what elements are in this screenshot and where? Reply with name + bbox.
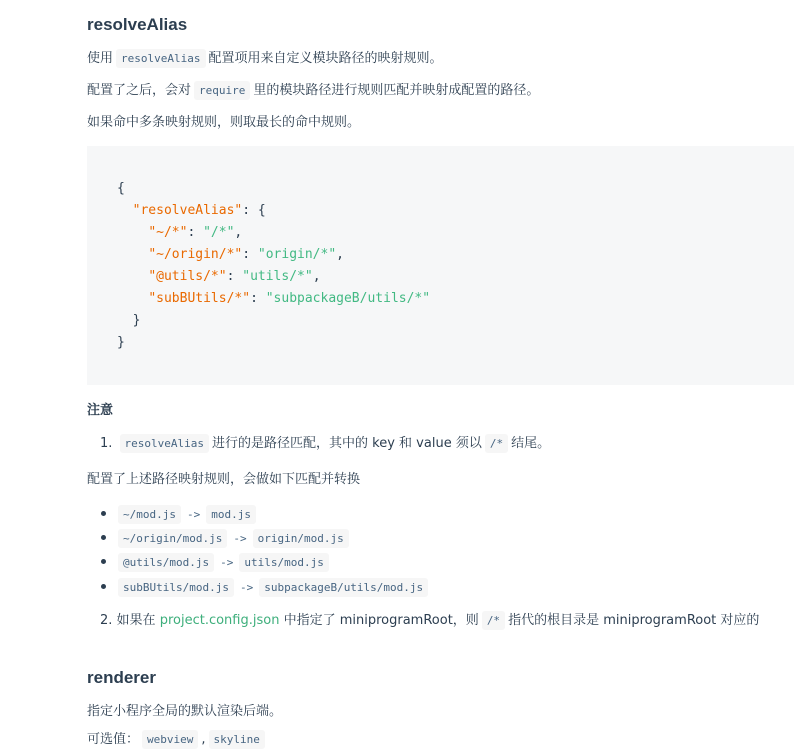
text: 指代的根目录是 miniprogramRoot 对应的 [508, 613, 760, 628]
inline-code: resolveAlias [120, 434, 209, 453]
code-outer-close: } [117, 335, 125, 350]
code-open-brace: { [117, 181, 125, 196]
inline-code-from: ~/mod.js [118, 505, 181, 524]
mapping-item [118, 504, 256, 525]
code-line-key: "~/origin/*" [148, 247, 243, 262]
paragraph-usage [87, 49, 443, 69]
inline-code-from: subBUtils/mod.js [118, 578, 234, 597]
code-line-value: "origin/*" [257, 247, 337, 262]
inline-code-to: origin/mod.js [253, 529, 349, 548]
text: 使用 [87, 51, 114, 66]
code-line-value: "utils/*" [242, 269, 313, 284]
code-line-key: "@utils/*" [148, 269, 227, 284]
text: 中指定了 miniprogramRoot，则 [283, 613, 479, 628]
paragraph-renderer-desc: 指定小程序全局的默认渲染后端。 [87, 704, 283, 719]
text: 进行的是路径匹配，其中的 key 和 value 须以 [212, 436, 482, 451]
inline-code-from: ~/origin/mod.js [118, 529, 227, 548]
mapping-item [118, 552, 329, 573]
code-block [87, 146, 794, 385]
inline-code-skyline: skyline [209, 730, 265, 749]
arrow: -> [233, 532, 247, 545]
arrow: -> [239, 581, 254, 594]
bullet-icon [101, 584, 106, 589]
text: 配置项用来自定义模块路径的映射规则。 [208, 51, 443, 66]
code-punct: , [312, 269, 321, 284]
code-punct: : { [242, 203, 266, 218]
text: 如果在 [116, 613, 156, 628]
section-title-renderer: renderer [87, 668, 156, 687]
arrow: -> [186, 508, 201, 521]
code-line-value: "/*" [203, 225, 235, 240]
paragraph-mapping-intro: 配置了上述路径映射规则，会做如下匹配并转换 [87, 472, 361, 487]
bullet-icon [101, 559, 106, 564]
inline-code: resolveAlias [116, 49, 205, 68]
code-line-value: "subpackageB/utils/*" [265, 291, 431, 306]
code-content: { "resolveAlias": { "~/*": "/*", "~/origin/*": "origin/*", "@utils/*": "utils/*", "subBUtils/*": "subpackageB/utils/*" } } [117, 181, 431, 350]
bullet-icon [101, 535, 106, 540]
inline-code-to: mod.js [206, 505, 256, 524]
list-number: 2. [100, 613, 113, 628]
paragraph-longest-rule: 如果命中多条映射规则，则取最长的命中规则。 [87, 115, 361, 130]
inline-code: /* [485, 434, 508, 453]
inline-code-to: utils/mod.js [239, 553, 328, 572]
section-title-resolvealias: resolveAlias [87, 15, 188, 34]
code-punct: , [234, 225, 243, 240]
code-punct: , [336, 247, 344, 262]
inline-code-webview: webview [142, 730, 198, 749]
inline-code: /* [482, 611, 505, 630]
text: 可选值： [87, 732, 140, 747]
mapping-item [118, 528, 349, 549]
text: 结尾。 [511, 436, 551, 451]
arrow: -> [220, 556, 234, 569]
code-line-key: "subBUtils/*" [148, 291, 251, 306]
paragraph-require [87, 81, 539, 101]
separator: , [201, 732, 206, 747]
code-inner-close: } [132, 313, 141, 328]
note-heading: 注意 [87, 403, 114, 418]
inline-code: require [194, 81, 250, 100]
list-number: 1. [100, 436, 113, 451]
mapping-item [118, 577, 428, 598]
project-config-link[interactable]: project.config.json [159, 613, 280, 628]
note-item-2 [100, 611, 759, 631]
inline-code-from: @utils/mod.js [118, 553, 214, 572]
inline-code-to: subpackageB/utils/mod.js [259, 578, 428, 597]
code-line-key: "~/*" [148, 225, 188, 240]
bullet-icon [101, 511, 106, 516]
paragraph-renderer-options [87, 730, 268, 750]
text: 配置了之后，会对 [87, 83, 192, 98]
note-item-1 [100, 434, 550, 454]
code-key-resolvealias: "resolveAlias" [132, 203, 243, 218]
text: 里的模块路径进行规则匹配并映射成配置的路径。 [253, 83, 540, 98]
